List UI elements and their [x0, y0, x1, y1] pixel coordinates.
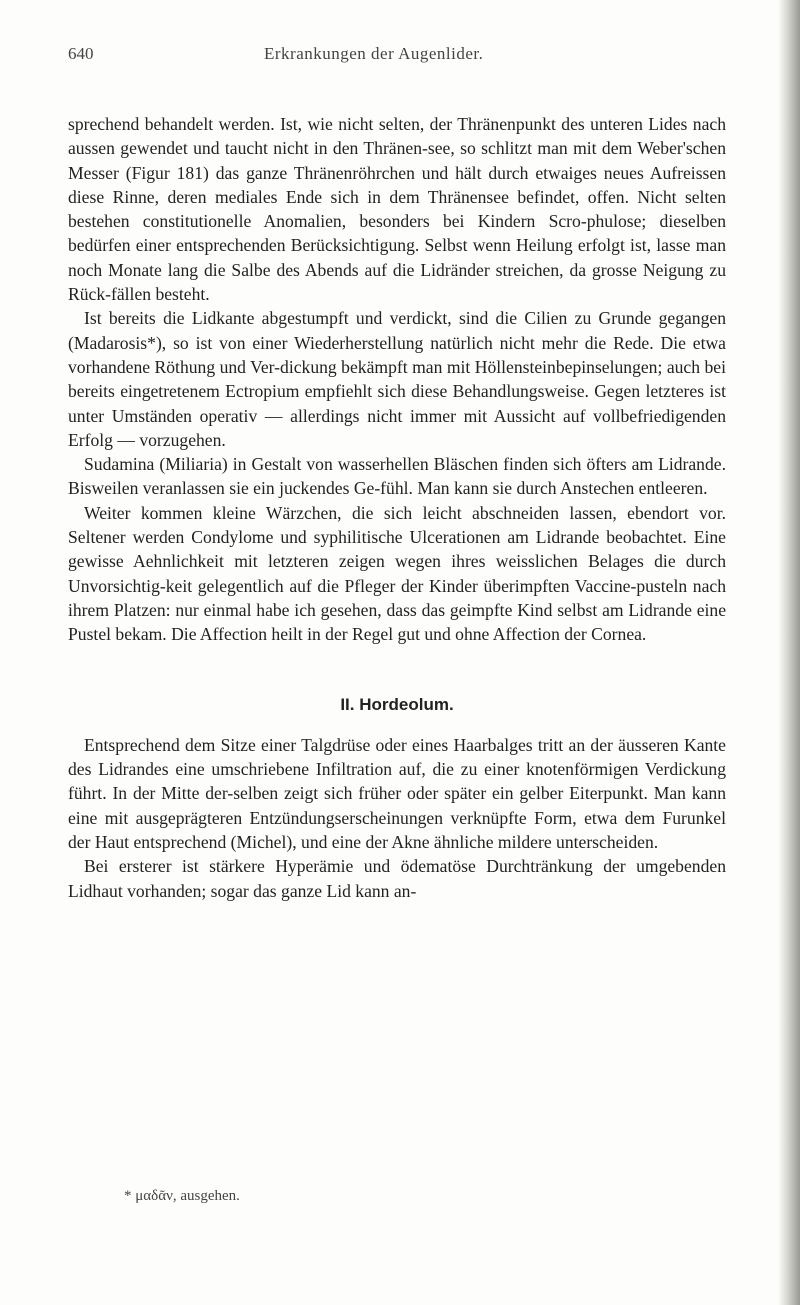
paragraph: sprechend behandelt werden. Ist, wie nicht selten, der Thränenpunkt des unteren Lides nach aussen gewendet und taucht nicht in den Thränen-see, so schlitzt man mit dem Weber'schen Messer (Figur 181) das ganze Thränenröhrchen und hält durch etwaiges neues Aufreissen diese Rinne, deren mediales Ende sich in dem Thränensee befindet, offen. Nicht selten bestehen constitutionelle Anomalien, besonders bei Kindern Scro-phulose; dieselben bedürfen einer entsprechenden Berücksichtigung. Selbst wenn Heilung erfolgt ist, lasse man noch Monate lang die Salbe des Abends auf die Lidränder streichen, da grosse Neigung zu Rück-fällen besteht. — [68, 114, 726, 305]
running-title: Erkrankungen der Augenlider. — [264, 44, 484, 63]
paragraph: Sudamina (Miliaria) in Gestalt von wasserhellen Bläschen finden sich öfters am Lidrande. Bisweilen veranlassen sie ein juckendes Ge-fühl. Man kann sie durch Anstechen entleeren. — [68, 454, 726, 499]
paragraph: Entsprechend dem Sitze einer Talgdrüse oder eines Haarbalges tritt an der äusseren Kante des Lidrandes eine umschriebene Infiltration auf, die zu einer knotenförmigen Verdickung führt. In der Mitte der-selben zeigt sich früher oder später ein gelber Eiterpunkt. Man kann eine mit ausgeprägteren Entzündungserscheinungen verknüpfte Form, etwa dem Furunkel der Haut entsprechend (Michel), und eine der Akne ähnliche mildere unterscheiden. — [68, 734, 726, 853]
paragraph: Ist bereits die Lidkante abgestumpft und verdickt, sind die Cilien zu Grunde gegangen (Madarosis*), so ist von einer Wiederherstellung natürlich nicht mehr die Rede. Die etwa vorhandene Röthung und Ver-dickung bekämpft man mit Höllensteinbepinselungen; auch bei bereits eingetretenem Ectropium empfiehlt sich diese Behandlungsweise. Gegen letzteres ist unter Umständen operativ — allerdings nicht immer mit Aussicht auf vollbefriedigenden Erfolg — vorzugehen. — [68, 308, 726, 450]
footnote: * μαδᾶν, ausgehen. — [124, 1188, 240, 1204]
page-header — [68, 44, 728, 70]
section-heading: II. Hordeolum. — [340, 694, 454, 714]
page-number: 640 — [68, 44, 94, 63]
main-text — [68, 112, 726, 903]
paragraph: Weiter kommen kleine Wärzchen, die sich leicht abschneiden lassen, ebendort vor. Seltener werden Condylome und syphilitische Ulcerationen am Lidrande beobachtet. Eine gewisse Aehnlichkeit mit letzteren zeigen wegen ihres weisslichen Belages die durch Unvorsichtig-keit gelegentlich auf die Pfleger der Kinder überimpften Vaccine-pusteln nach ihrem Platzen: nur einmal habe ich gesehen, dass das geimpfte Kind selbst am Lidrande eine Pustel bekam. Die Affection heilt in der Regel gut und ohne Affection der Cornea. — [68, 502, 726, 645]
paragraph: Bei ersterer ist stärkere Hyperämie und ödematöse Durchtränkung der umgebenden Lidhaut vorhanden; sogar das ganze Lid kann an- — [68, 856, 726, 901]
page-edge-shadow — [778, 0, 800, 1305]
